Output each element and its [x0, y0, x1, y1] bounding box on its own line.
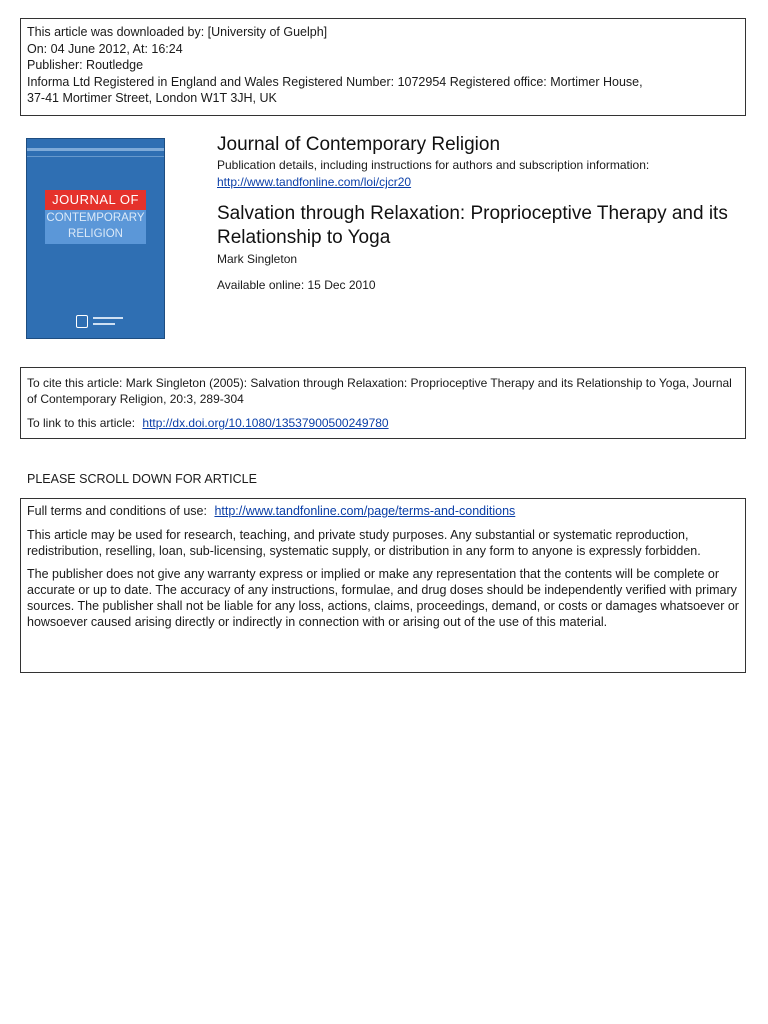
download-line-address: 37-41 Mortimer Street, London W1T 3JH, UK — [27, 91, 277, 105]
citation-text: To cite this article: Mark Singleton (2005): Salvation through Relaxation: Proprioceptive Therapy and its Relationship to Yoga, Journal of Contemporary Religion, 20:3, 289-304 — [27, 376, 732, 406]
scroll-down-notice: PLEASE SCROLL DOWN FOR ARTICLE — [27, 472, 257, 486]
journal-title: Journal of Contemporary Religion — [217, 134, 501, 155]
download-info-box — [20, 18, 746, 116]
cover-title-red-band: JOURNAL OF — [45, 190, 146, 210]
routledge-logo-icon — [76, 315, 88, 328]
doi-link[interactable]: http://dx.doi.org/10.1080/13537900500249780 — [142, 416, 389, 430]
terms-disclaimer-paragraph: The publisher does not give any warranty express or implied or make any representation that the contents will be complete or accurate or up to date. The accuracy of any instructions, formulae, and drug doses should be independently verified with primary sources. The publisher shall not be liable for any loss, actions, claims, proceedings, demand, or costs or damages whatsoever or howsoever caused arising directly or indirectly in connection with or arising out of the use of this material. — [27, 567, 739, 629]
journal-cover-image — [26, 138, 165, 339]
cover-title-blue-band: CONTEMPORARY RELIGION — [45, 210, 146, 244]
cover-top-band — [27, 148, 164, 151]
article-link-row — [27, 416, 739, 432]
article-author: Mark Singleton — [217, 252, 298, 266]
article-link-label: To link to this article: — [27, 416, 136, 430]
citation-box — [20, 367, 746, 439]
article-header — [217, 132, 747, 293]
terms-usage-paragraph: This article may be used for research, teaching, and private study purposes. Any substantial or systematic reproduction, redistribution, reselling, loan, sub-licensing, systematic supply, or distribution in any form to anyone is expressly forbidden. — [27, 527, 701, 558]
download-line-date: On: 04 June 2012, At: 16:24 — [27, 41, 183, 56]
available-online-date: Available online: 15 Dec 2010 — [217, 278, 376, 292]
download-line-registration: Informa Ltd Registered in England and Wales Registered Number: 1072954 Registered office: Mortimer House, — [27, 74, 643, 89]
terms-link-row — [27, 504, 739, 520]
publication-details: Publication details, including instructions for authors and subscription information: — [217, 158, 650, 172]
cover-logo-text-line — [93, 317, 123, 319]
cover-logo-text-line — [93, 323, 115, 325]
download-line-downloaded-by: This article was downloaded by: [University of Guelph] — [27, 25, 328, 39]
download-line-publisher: Publisher: Routledge — [27, 58, 144, 72]
cover-top-rule — [27, 156, 164, 157]
article-title: Salvation through Relaxation: Proprioceptive Therapy and its Relationship to Yoga — [217, 203, 728, 248]
journal-url-link[interactable]: http://www.tandfonline.com/loi/cjcr20 — [217, 175, 412, 189]
terms-label: Full terms and conditions of use: — [27, 504, 207, 518]
terms-conditions-link[interactable]: http://www.tandfonline.com/page/terms-and-conditions — [214, 504, 516, 518]
terms-box — [20, 498, 746, 673]
